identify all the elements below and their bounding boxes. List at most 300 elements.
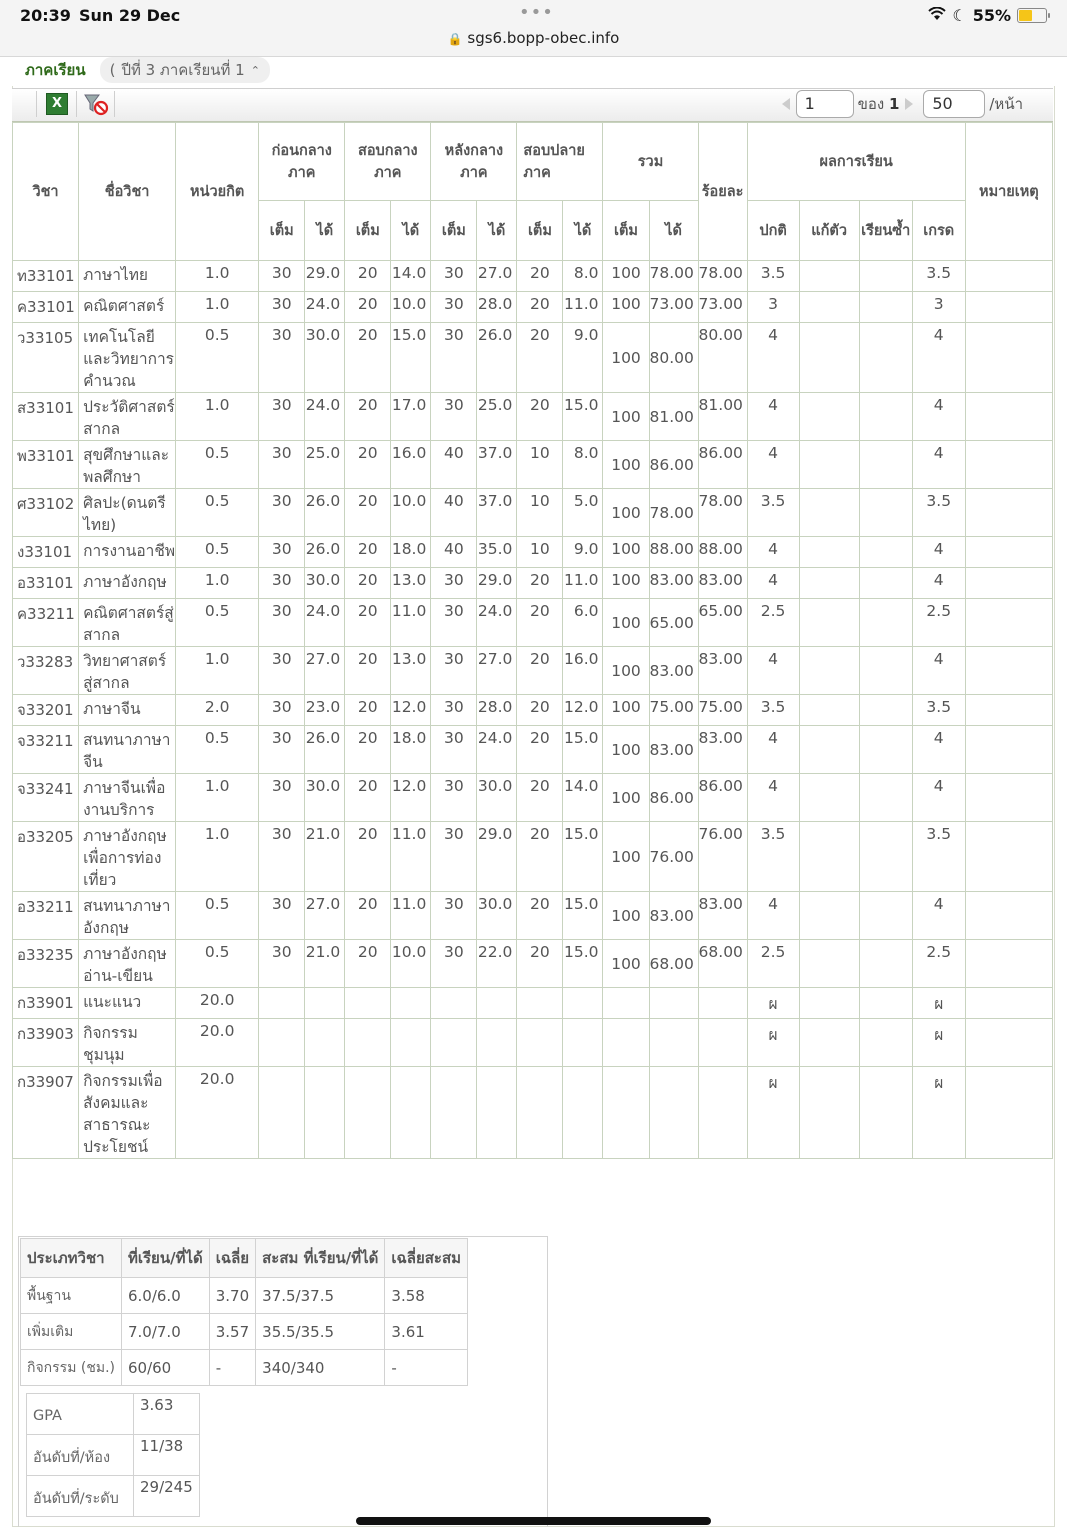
cell-after-mid-full: 30 bbox=[431, 774, 477, 822]
table-row bbox=[13, 940, 1053, 988]
cell-grade: 2.5 bbox=[912, 599, 965, 647]
cell-percent: 88.00 bbox=[698, 537, 747, 568]
cell-name: เทคโนโลยีและวิทยาการคำนวณ bbox=[79, 323, 176, 393]
cell-name: สนทนาภาษาจีน bbox=[79, 726, 176, 774]
cell-percent: 65.00 bbox=[698, 599, 747, 647]
cell-repeat bbox=[859, 393, 912, 441]
home-indicator[interactable] bbox=[356, 1517, 711, 1525]
cell-repeat bbox=[859, 1067, 912, 1159]
cell-total-got: 86.00 bbox=[649, 441, 698, 489]
cell-remark bbox=[965, 489, 1052, 537]
cell-before-mid-got: 26.0 bbox=[305, 489, 345, 537]
summary-cell: 3.70 bbox=[209, 1278, 255, 1314]
cell-fix bbox=[799, 393, 859, 441]
summary-row bbox=[21, 1278, 468, 1314]
header-percent[interactable]: ร้อยละ bbox=[698, 123, 747, 261]
cell-before-mid-full bbox=[259, 988, 305, 1019]
cell-grade: 4 bbox=[912, 647, 965, 695]
summary-cell: 60/60 bbox=[121, 1350, 209, 1386]
summary-cell: 6.0/6.0 bbox=[121, 1278, 209, 1314]
header-total: รวม bbox=[603, 123, 698, 201]
cell-grade: 4 bbox=[912, 323, 965, 393]
cell-code: ค33211 bbox=[13, 599, 79, 647]
cell-before-mid-got: 27.0 bbox=[305, 647, 345, 695]
cell-before-mid-full: 30 bbox=[259, 892, 305, 940]
cell-total-full: 100 bbox=[603, 726, 649, 774]
cell-before-mid-full: 30 bbox=[259, 323, 305, 393]
cell-midterm-full: 20 bbox=[345, 726, 391, 774]
header-credit[interactable]: หน่วยกิต bbox=[176, 123, 259, 261]
cell-final-full: 20 bbox=[517, 647, 563, 695]
cell-final-got bbox=[563, 988, 603, 1019]
cell-total-got: 68.00 bbox=[649, 940, 698, 988]
table-row bbox=[13, 988, 1053, 1019]
cell-fix bbox=[799, 489, 859, 537]
cell-before-mid-full: 30 bbox=[259, 568, 305, 599]
header-code[interactable]: วิชา bbox=[13, 123, 79, 261]
summary-cell: พื้นฐาน bbox=[21, 1278, 122, 1314]
cell-repeat bbox=[859, 599, 912, 647]
cell-final-full: 20 bbox=[517, 774, 563, 822]
cell-credit: 1.0 bbox=[176, 774, 259, 822]
cell-total-got: 86.00 bbox=[649, 774, 698, 822]
cell-after-mid-full: 30 bbox=[431, 599, 477, 647]
cell-remark bbox=[965, 292, 1052, 323]
cell-grade: 4 bbox=[912, 568, 965, 599]
cell-final-got: 8.0 bbox=[563, 261, 603, 292]
prev-page-icon[interactable] bbox=[782, 98, 790, 110]
cell-final-got: 15.0 bbox=[563, 892, 603, 940]
cell-code: ว33105 bbox=[13, 323, 79, 393]
cell-normal: 2.5 bbox=[747, 599, 799, 647]
cell-final-got: 12.0 bbox=[563, 695, 603, 726]
cell-after-mid-got bbox=[477, 1067, 517, 1159]
cell-credit: 1.0 bbox=[176, 261, 259, 292]
lock-icon: 🔒 bbox=[447, 32, 463, 46]
table-row bbox=[13, 1067, 1053, 1159]
cell-after-mid-full: 30 bbox=[431, 393, 477, 441]
cell-percent: 73.00 bbox=[698, 292, 747, 323]
cell-normal: 3 bbox=[747, 292, 799, 323]
summary-header-average: เฉลี่ย bbox=[209, 1239, 255, 1278]
semester-row bbox=[25, 58, 270, 82]
cell-after-mid-got: 29.0 bbox=[477, 568, 517, 599]
cell-normal: ผ bbox=[747, 988, 799, 1019]
cell-fix bbox=[799, 1019, 859, 1067]
cell-total-got: 81.00 bbox=[649, 393, 698, 441]
cell-midterm-got: 10.0 bbox=[391, 940, 431, 988]
cell-repeat bbox=[859, 940, 912, 988]
cell-final-got bbox=[563, 1019, 603, 1067]
cell-normal: 4 bbox=[747, 441, 799, 489]
next-page-icon[interactable] bbox=[905, 98, 913, 110]
cell-final-got: 14.0 bbox=[563, 774, 603, 822]
cell-after-mid-full: 30 bbox=[431, 261, 477, 292]
cell-fix bbox=[799, 774, 859, 822]
cell-final-full: 20 bbox=[517, 726, 563, 774]
summary-header-cumulative-credits: สะสม ที่เรียน/ที่ได้ bbox=[256, 1239, 385, 1278]
cell-final-got: 9.0 bbox=[563, 537, 603, 568]
cell-percent bbox=[698, 1067, 747, 1159]
cell-after-mid-got: 28.0 bbox=[477, 695, 517, 726]
cell-midterm-got: 13.0 bbox=[391, 647, 431, 695]
cell-final-got: 15.0 bbox=[563, 726, 603, 774]
cell-code: อ33205 bbox=[13, 822, 79, 892]
table-row bbox=[13, 393, 1053, 441]
status-time: 20:39 bbox=[20, 6, 71, 25]
cell-total-got: 83.00 bbox=[649, 647, 698, 695]
cell-percent: 83.00 bbox=[698, 647, 747, 695]
cell-before-mid-full: 30 bbox=[259, 489, 305, 537]
cell-credit: 20.0 bbox=[176, 1019, 259, 1067]
cell-remark bbox=[965, 892, 1052, 940]
table-row bbox=[13, 568, 1053, 599]
cell-midterm-full: 20 bbox=[345, 940, 391, 988]
cell-midterm-full: 20 bbox=[345, 393, 391, 441]
cell-code: ก33901 bbox=[13, 988, 79, 1019]
table-row bbox=[13, 599, 1053, 647]
cell-code: ก33907 bbox=[13, 1067, 79, 1159]
cell-final-got: 11.0 bbox=[563, 568, 603, 599]
cell-total-full: 100 bbox=[603, 940, 649, 988]
toolbar-separator bbox=[76, 91, 77, 117]
header-got: ได้ bbox=[649, 201, 698, 261]
summary-cell: เพิ่มเติม bbox=[21, 1314, 122, 1350]
cell-total-got: 83.00 bbox=[649, 892, 698, 940]
battery-fill bbox=[1019, 10, 1032, 21]
cell-final-full: 20 bbox=[517, 568, 563, 599]
header-remark[interactable]: หมายเหตุ bbox=[965, 123, 1052, 261]
cell-repeat bbox=[859, 726, 912, 774]
cell-total-full: 100 bbox=[603, 822, 649, 892]
cell-name: การงานอาชีพ bbox=[79, 537, 176, 568]
cell-total-got: 76.00 bbox=[649, 822, 698, 892]
cell-credit: 20.0 bbox=[176, 1067, 259, 1159]
wifi-icon bbox=[928, 6, 946, 25]
cell-before-mid-full: 30 bbox=[259, 261, 305, 292]
cell-midterm-full bbox=[345, 1067, 391, 1159]
cell-before-mid-full: 30 bbox=[259, 441, 305, 489]
cell-final-got: 6.0 bbox=[563, 599, 603, 647]
cell-midterm-full: 20 bbox=[345, 261, 391, 292]
summary-cell: 37.5/37.5 bbox=[256, 1278, 385, 1314]
cell-midterm-got: 18.0 bbox=[391, 726, 431, 774]
cell-midterm-full: 20 bbox=[345, 568, 391, 599]
cell-credit: 20.0 bbox=[176, 988, 259, 1019]
cell-name: ภาษาอังกฤษอ่าน-เขียน bbox=[79, 940, 176, 988]
table-row bbox=[13, 774, 1053, 822]
cell-remark bbox=[965, 393, 1052, 441]
cell-after-mid-got bbox=[477, 1019, 517, 1067]
cell-final-got: 15.0 bbox=[563, 940, 603, 988]
level-rank-value: 29/245 bbox=[134, 1476, 200, 1517]
cell-repeat bbox=[859, 537, 912, 568]
cell-grade: ผ bbox=[912, 1067, 965, 1159]
cell-total-got: 83.00 bbox=[649, 726, 698, 774]
cell-fix bbox=[799, 537, 859, 568]
cell-name: ประวัติศาสตร์สากล bbox=[79, 393, 176, 441]
cell-after-mid-got: 29.0 bbox=[477, 822, 517, 892]
cell-name: สนทนาภาษาอังกฤษ bbox=[79, 892, 176, 940]
cell-total-got: 83.00 bbox=[649, 568, 698, 599]
header-full: เต็ม bbox=[603, 201, 649, 261]
cell-after-mid-full: 30 bbox=[431, 568, 477, 599]
cell-percent: 86.00 bbox=[698, 774, 747, 822]
cell-credit: 0.5 bbox=[176, 726, 259, 774]
header-normal: ปกติ bbox=[747, 201, 799, 261]
cell-repeat bbox=[859, 695, 912, 726]
cell-repeat bbox=[859, 292, 912, 323]
semester-select-value: ปีที่ 3 ภาคเรียนที่ 1 bbox=[121, 61, 245, 79]
table-row bbox=[13, 1019, 1053, 1067]
cell-grade: 4 bbox=[912, 774, 965, 822]
cell-midterm-full: 20 bbox=[345, 537, 391, 568]
cell-credit: 2.0 bbox=[176, 695, 259, 726]
cell-total-got bbox=[649, 1019, 698, 1067]
cell-final-got: 15.0 bbox=[563, 393, 603, 441]
cell-grade: ผ bbox=[912, 988, 965, 1019]
cell-before-mid-got: 29.0 bbox=[305, 261, 345, 292]
header-name[interactable]: ชื่อวิชา bbox=[79, 123, 176, 261]
grid-toolbar bbox=[12, 88, 1053, 123]
cell-total-full: 100 bbox=[603, 892, 649, 940]
cell-before-mid-full bbox=[259, 1067, 305, 1159]
cell-midterm-got bbox=[391, 988, 431, 1019]
cell-before-mid-got: 26.0 bbox=[305, 726, 345, 774]
cell-before-mid-got: 30.0 bbox=[305, 774, 345, 822]
cell-name: ศิลปะ(ดนตรีไทย) bbox=[79, 489, 176, 537]
semester-select[interactable]: ( ปีที่ 3 ภาคเรียนที่ 1 ⌃ bbox=[100, 57, 270, 83]
cell-final-got bbox=[563, 1067, 603, 1159]
cell-before-mid-got bbox=[305, 1019, 345, 1067]
cell-total-full: 100 bbox=[603, 393, 649, 441]
cell-percent: 83.00 bbox=[698, 892, 747, 940]
cell-after-mid-full bbox=[431, 1019, 477, 1067]
table-row bbox=[13, 261, 1053, 292]
cell-name: ภาษาไทย bbox=[79, 261, 176, 292]
address-bar[interactable] bbox=[0, 29, 1067, 47]
cell-repeat bbox=[859, 1019, 912, 1067]
table-row bbox=[13, 892, 1053, 940]
cell-total-full: 100 bbox=[603, 599, 649, 647]
cell-normal: 4 bbox=[747, 393, 799, 441]
cell-percent: 80.00 bbox=[698, 323, 747, 393]
cell-before-mid-got bbox=[305, 1067, 345, 1159]
summary-row bbox=[21, 1314, 468, 1350]
grades-body bbox=[13, 261, 1053, 1159]
cell-code: ค33101 bbox=[13, 292, 79, 323]
cell-final-got: 15.0 bbox=[563, 822, 603, 892]
cell-grade: 4 bbox=[912, 441, 965, 489]
cell-after-mid-got: 30.0 bbox=[477, 774, 517, 822]
cell-normal: 4 bbox=[747, 647, 799, 695]
cell-midterm-got: 10.0 bbox=[391, 489, 431, 537]
cell-after-mid-full: 40 bbox=[431, 441, 477, 489]
cell-normal: 4 bbox=[747, 323, 799, 393]
table-row bbox=[13, 292, 1053, 323]
cell-normal: ผ bbox=[747, 1067, 799, 1159]
table-row bbox=[13, 695, 1053, 726]
cell-normal: 4 bbox=[747, 892, 799, 940]
cell-name: ภาษาจีนเพื่องานบริการ bbox=[79, 774, 176, 822]
cell-total-full bbox=[603, 1019, 649, 1067]
summary-cell: - bbox=[385, 1350, 468, 1386]
summary-cell: 340/340 bbox=[256, 1350, 385, 1386]
cell-final-got: 11.0 bbox=[563, 292, 603, 323]
status-date: Sun 29 Dec bbox=[78, 6, 181, 25]
cell-midterm-full: 20 bbox=[345, 323, 391, 393]
page-number-input[interactable]: 1 bbox=[796, 90, 854, 118]
cell-fix bbox=[799, 822, 859, 892]
status-time-date bbox=[20, 6, 180, 25]
cell-total-full bbox=[603, 988, 649, 1019]
cell-name: คณิตศาสตร์สู่สากล bbox=[79, 599, 176, 647]
cell-final-full: 20 bbox=[517, 695, 563, 726]
cell-repeat bbox=[859, 441, 912, 489]
cell-after-mid-full bbox=[431, 1067, 477, 1159]
cell-code: อ33101 bbox=[13, 568, 79, 599]
cell-after-mid-got: 37.0 bbox=[477, 441, 517, 489]
cell-credit: 0.5 bbox=[176, 537, 259, 568]
cell-remark bbox=[965, 822, 1052, 892]
cell-normal: 4 bbox=[747, 568, 799, 599]
cell-after-mid-got: 25.0 bbox=[477, 393, 517, 441]
cell-midterm-got: 11.0 bbox=[391, 599, 431, 647]
cell-fix bbox=[799, 988, 859, 1019]
cell-percent: 83.00 bbox=[698, 726, 747, 774]
summary-cell: 7.0/7.0 bbox=[121, 1314, 209, 1350]
cell-credit: 0.5 bbox=[176, 892, 259, 940]
cell-fix bbox=[799, 892, 859, 940]
page-of-label bbox=[858, 92, 900, 116]
cell-before-mid-full: 30 bbox=[259, 940, 305, 988]
cell-total-got bbox=[649, 1067, 698, 1159]
cell-final-full: 20 bbox=[517, 323, 563, 393]
cell-final-full: 20 bbox=[517, 393, 563, 441]
cell-midterm-got: 16.0 bbox=[391, 441, 431, 489]
pager bbox=[782, 90, 1023, 118]
url-text: sgs6.bopp-obec.info bbox=[467, 29, 620, 47]
cell-midterm-got: 12.0 bbox=[391, 774, 431, 822]
header-full: เต็ม bbox=[431, 201, 477, 261]
per-page-input[interactable]: 50 bbox=[923, 90, 985, 118]
cell-code: ส33101 bbox=[13, 393, 79, 441]
header-repeat: เรียนซ้ำ bbox=[859, 201, 912, 261]
cell-midterm-full: 20 bbox=[345, 822, 391, 892]
chevron-updown-icon: ⌃ bbox=[250, 63, 260, 77]
cell-normal: 4 bbox=[747, 774, 799, 822]
cell-midterm-got: 14.0 bbox=[391, 261, 431, 292]
cell-repeat bbox=[859, 489, 912, 537]
cell-fix bbox=[799, 261, 859, 292]
cell-after-mid-full: 30 bbox=[431, 726, 477, 774]
cell-midterm-got bbox=[391, 1067, 431, 1159]
cell-final-full: 20 bbox=[517, 292, 563, 323]
cell-name: แนะแนว bbox=[79, 988, 176, 1019]
cell-before-mid-full: 30 bbox=[259, 774, 305, 822]
cell-midterm-full: 20 bbox=[345, 695, 391, 726]
cell-final-full: 20 bbox=[517, 940, 563, 988]
more-dots-icon[interactable]: ••• bbox=[519, 2, 554, 23]
cell-name: สุขศึกษาและพลศึกษา bbox=[79, 441, 176, 489]
cell-final-full: 20 bbox=[517, 261, 563, 292]
cell-repeat bbox=[859, 822, 912, 892]
class-rank-value: 11/38 bbox=[134, 1435, 200, 1476]
cell-after-mid-full bbox=[431, 988, 477, 1019]
cell-total-full: 100 bbox=[603, 441, 649, 489]
cell-after-mid-got: 35.0 bbox=[477, 537, 517, 568]
cell-total-got: 80.00 bbox=[649, 323, 698, 393]
semester-label: ภาคเรียน bbox=[25, 61, 86, 79]
cell-credit: 0.5 bbox=[176, 441, 259, 489]
cell-after-mid-got: 37.0 bbox=[477, 489, 517, 537]
table-row bbox=[13, 489, 1053, 537]
moon-icon: ☾ bbox=[952, 6, 967, 25]
summary-table bbox=[20, 1238, 468, 1386]
cell-before-mid-got: 26.0 bbox=[305, 537, 345, 568]
cell-grade: 4 bbox=[912, 726, 965, 774]
cell-name: กิจกรรมชุมนุม bbox=[79, 1019, 176, 1067]
cell-credit: 1.0 bbox=[176, 822, 259, 892]
cell-remark bbox=[965, 261, 1052, 292]
cell-repeat bbox=[859, 647, 912, 695]
cell-normal: 2.5 bbox=[747, 940, 799, 988]
cell-remark bbox=[965, 568, 1052, 599]
cell-after-mid-full: 30 bbox=[431, 822, 477, 892]
cell-midterm-full: 20 bbox=[345, 489, 391, 537]
cell-remark bbox=[965, 441, 1052, 489]
status-indicators bbox=[928, 6, 1047, 25]
summary-cell: 3.58 bbox=[385, 1278, 468, 1314]
header-full: เต็ม bbox=[259, 201, 305, 261]
cell-final-full: 10 bbox=[517, 489, 563, 537]
cell-fix bbox=[799, 726, 859, 774]
status-bar bbox=[0, 0, 1067, 57]
cell-fix bbox=[799, 599, 859, 647]
cell-percent: 81.00 bbox=[698, 393, 747, 441]
summary-cell: 3.61 bbox=[385, 1314, 468, 1350]
cell-code: ว33283 bbox=[13, 647, 79, 695]
cell-remark bbox=[965, 599, 1052, 647]
cell-grade: 3 bbox=[912, 292, 965, 323]
cell-midterm-full bbox=[345, 988, 391, 1019]
excel-export-icon[interactable]: X bbox=[46, 93, 68, 115]
class-rank-label: อันดับที่/ห้อง bbox=[27, 1435, 134, 1476]
clear-filter-icon[interactable] bbox=[82, 91, 110, 117]
cell-total-got: 78.00 bbox=[649, 489, 698, 537]
cell-grade: 4 bbox=[912, 537, 965, 568]
cell-name: กิจกรรมเพื่อสังคมและสาธารณะประโยชน์ bbox=[79, 1067, 176, 1159]
cell-after-mid-got: 27.0 bbox=[477, 261, 517, 292]
cell-final-full: 10 bbox=[517, 537, 563, 568]
cell-repeat bbox=[859, 323, 912, 393]
cell-total-full: 100 bbox=[603, 323, 649, 393]
header-got: ได้ bbox=[563, 201, 603, 261]
cell-remark bbox=[965, 695, 1052, 726]
header-full: เต็ม bbox=[517, 201, 563, 261]
cell-total-got: 75.00 bbox=[649, 695, 698, 726]
cell-after-mid-got: 24.0 bbox=[477, 599, 517, 647]
grades-table bbox=[12, 122, 1053, 1159]
toolbar-separator bbox=[114, 91, 115, 117]
cell-after-mid-full: 30 bbox=[431, 323, 477, 393]
level-rank-label: อันดับที่/ระดับ bbox=[27, 1476, 134, 1517]
cell-remark bbox=[965, 1019, 1052, 1067]
cell-fix bbox=[799, 323, 859, 393]
cell-percent: 86.00 bbox=[698, 441, 747, 489]
header-grade: เกรด bbox=[912, 201, 965, 261]
cell-before-mid-full: 30 bbox=[259, 726, 305, 774]
